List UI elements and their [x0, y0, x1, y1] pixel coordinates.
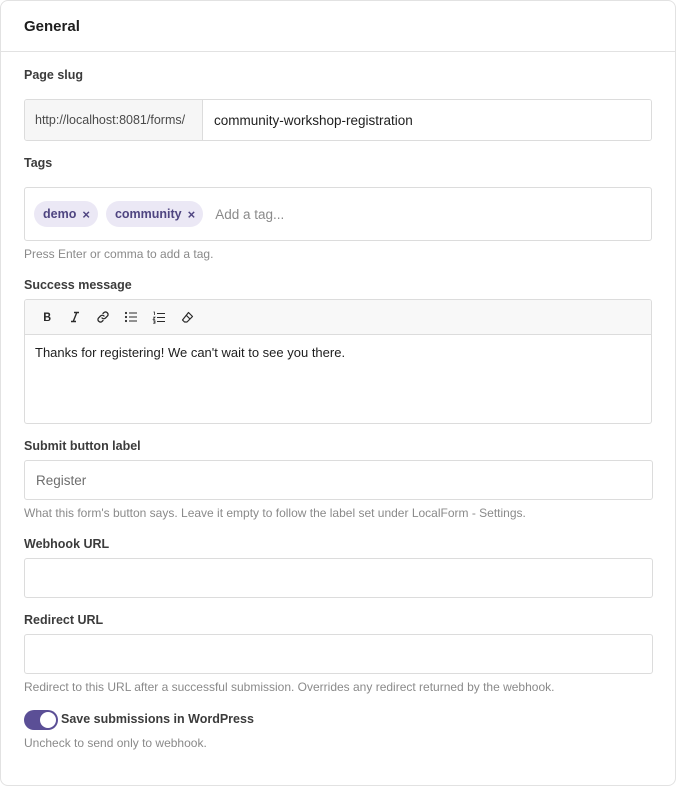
redirect-help: Redirect to this URL after a successful submission. Overrides any redirect returned by the webhook.	[24, 680, 555, 694]
remove-tag-icon[interactable]: ×	[187, 206, 196, 222]
page-slug-input[interactable]	[203, 100, 651, 140]
save-submissions-toggle[interactable]	[24, 710, 58, 730]
page-slug-label: Page slug	[24, 68, 84, 82]
remove-tag-icon[interactable]: ×	[82, 206, 90, 222]
tag-chip	[34, 201, 98, 227]
panel-title: General	[24, 18, 80, 35]
tags-field[interactable]	[24, 187, 652, 241]
save-submissions-help: Uncheck to send only to webhook.	[24, 736, 207, 750]
bullet-list-icon[interactable]	[117, 303, 145, 331]
tags-help: Press Enter or comma to add a tag.	[24, 247, 214, 261]
webhook-url-label: Webhook URL	[24, 537, 110, 551]
submit-button-help: What this form's button says. Leave it empty to follow the label set under LocalForm - Settings.	[24, 506, 526, 520]
bold-icon[interactable]	[33, 303, 61, 331]
link-icon[interactable]	[89, 303, 117, 331]
numbered-list-icon[interactable]	[145, 303, 173, 331]
redirect-url-input[interactable]	[24, 634, 653, 674]
panel-header	[1, 1, 675, 52]
success-message-content[interactable]: Thanks for registering! We can't wait to see you there.	[35, 345, 346, 360]
tag-chip-label: demo	[43, 207, 77, 221]
page-slug-field	[24, 99, 652, 141]
tag-chip-label: community	[114, 207, 182, 221]
redirect-url-label: Redirect URL	[24, 613, 104, 627]
success-message-label: Success message	[24, 278, 132, 292]
tag-chip	[106, 201, 203, 227]
save-submissions-label: Save submissions in WordPress	[61, 712, 254, 726]
submit-button-label-label: Submit button label	[24, 439, 141, 453]
submit-button-label-input[interactable]	[24, 460, 653, 500]
success-message-editor	[24, 299, 652, 424]
add-tag-input[interactable]	[213, 206, 513, 223]
editor-toolbar	[25, 300, 651, 335]
italic-icon[interactable]	[61, 303, 89, 331]
toggle-knob	[40, 712, 56, 728]
clear-format-icon[interactable]	[173, 303, 201, 331]
tags-label: Tags	[24, 156, 53, 170]
webhook-url-input[interactable]	[24, 558, 653, 598]
slug-prefix: http://localhost:8081/forms/	[25, 100, 203, 140]
